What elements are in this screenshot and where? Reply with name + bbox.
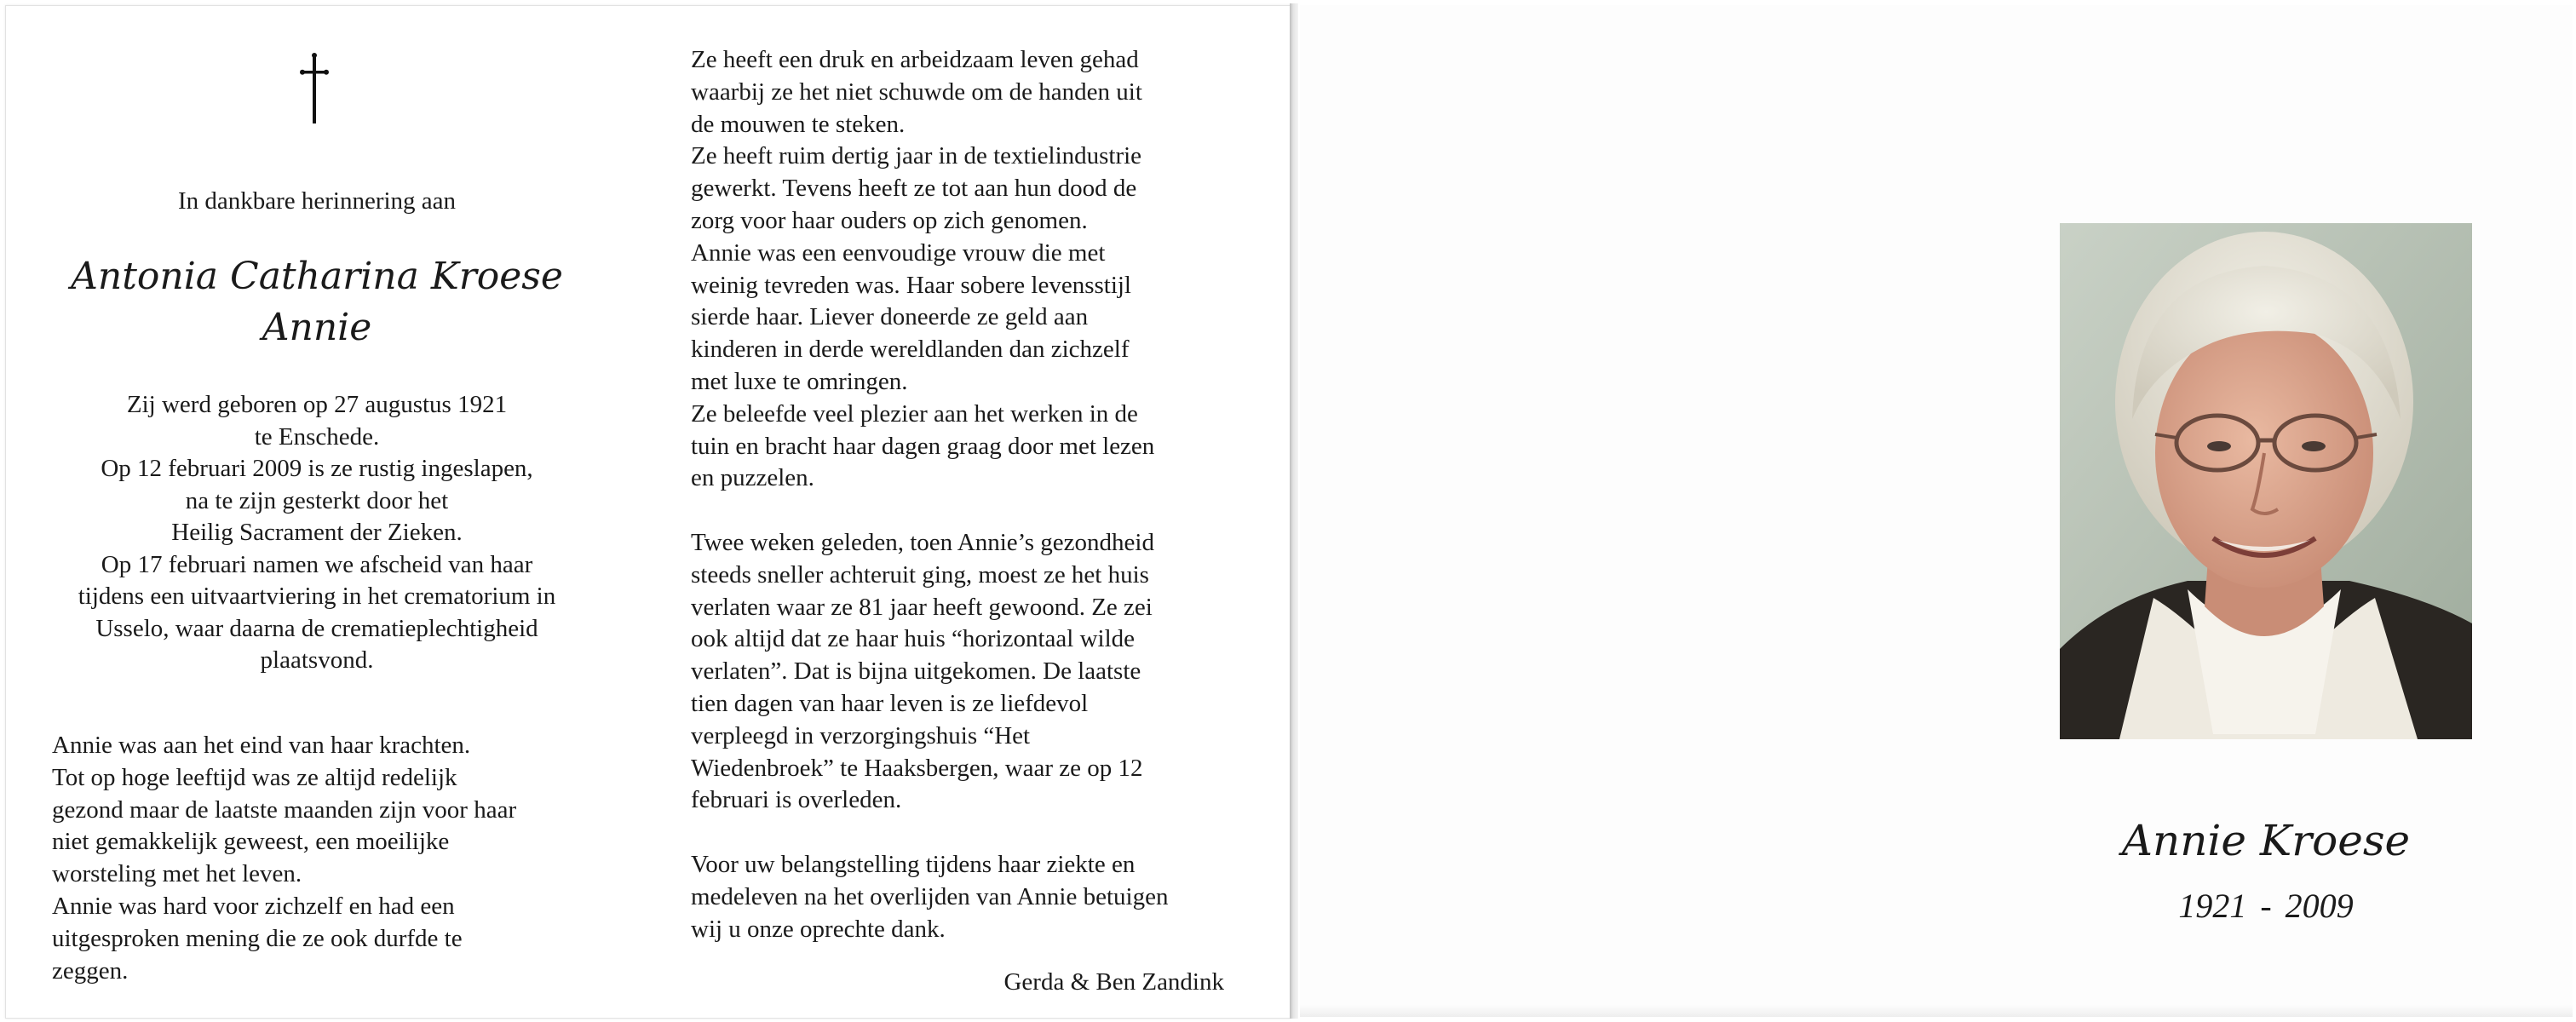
text-line: met luxe te omringen. <box>691 367 908 395</box>
portrait-photo <box>2060 223 2472 739</box>
text-line: tien dagen van haar leven is ze liefdevol <box>691 689 1089 717</box>
front-page-edge <box>1300 1005 2573 1017</box>
paragraph-life <box>691 44 1287 495</box>
front-name: Annie Kroese <box>2121 816 2411 865</box>
front-years: 1921 - 2009 <box>2178 887 2354 925</box>
text-line: sierde haar. Liever doneerde ze geld aan <box>691 303 1089 331</box>
text-line: Annie was een eenvoudige vrouw die met <box>691 238 1106 267</box>
text-line: waarbij ze het niet schuwde om de handen uit <box>691 78 1142 106</box>
text-line: Ze beleefde veel plezier aan het werken in de <box>691 399 1138 428</box>
text-line: steeds sneller achteruit ging, moest ze het huis <box>691 560 1149 589</box>
text-line: wij u onze oprechte dank. <box>691 915 946 943</box>
bio-line: tijdens een uitvaartviering in het crematorium in <box>78 583 556 610</box>
bio-line: Heilig Sacrament der Zieken. <box>171 519 463 546</box>
text-line: Annie was hard voor zichzelf en had een <box>52 892 455 920</box>
text-line: februari is overleden. <box>691 786 902 814</box>
signature: Gerda & Ben Zandink <box>1003 968 1224 996</box>
text-line: de mouwen te steken. <box>691 110 906 138</box>
text-line: Twee weken geleden, toen Annie’s gezondheid <box>691 528 1154 556</box>
biography-block <box>40 389 594 677</box>
bio-line: Op 17 februari namen we afscheid van haar <box>101 550 533 578</box>
bio-line: Op 12 februari 2009 is ze rustig ingeslapen, <box>101 455 533 482</box>
text-line: Annie was aan het eind van haar krachten. <box>52 732 471 759</box>
cross-icon <box>297 52 331 125</box>
text-line: uitgesproken mening die ze ook durfde te <box>52 924 463 952</box>
text-line: tuin en bracht haar dagen graag door met lezen <box>691 432 1155 460</box>
text-line: Wiedenbroek” te Haaksbergen, waar ze op 12 <box>691 754 1143 782</box>
text-line: zorg voor haar ouders op zich genomen. <box>691 206 1088 234</box>
intro-text: In dankbare herinnering aan <box>177 187 457 215</box>
text-line: worsteling met het leven. <box>52 860 302 888</box>
text-line: medeleven na het overlijden van Annie betuigen <box>691 882 1169 910</box>
paragraph-last-days <box>691 527 1287 817</box>
text-line: Ze heeft ruim dertig jaar in de textielindustrie <box>691 142 1142 170</box>
text-line: verpleegd in verzorgingshuis “Het <box>691 721 1031 749</box>
full-name: Antonia Catharina Kroese <box>71 255 563 298</box>
paragraph-thanks <box>691 849 1287 945</box>
bio-line: te Enschede. <box>254 422 380 451</box>
text-line: weinig tevreden was. Haar sobere levensstijl <box>691 271 1131 299</box>
text-line: verlaten waar ze 81 jaar heeft gewoond. Ze zei <box>691 593 1153 621</box>
text-line: en puzzelen. <box>691 464 814 492</box>
text-line: Voor uw belangstelling tijdens haar ziekte en <box>691 850 1136 878</box>
paragraph-gap <box>691 817 1287 849</box>
bio-line: Usselo, waar daarna de crematieplechtigheid <box>95 614 538 642</box>
portrait-illustration <box>2060 223 2472 739</box>
right-column-text <box>691 44 1287 945</box>
bio-line: plaatsvond. <box>260 646 374 674</box>
text-line: gewerkt. Tevens heeft ze tot aan hun dood de <box>691 175 1137 203</box>
text-line: kinderen in derde wereldlanden dan zichzelf <box>691 336 1130 364</box>
paragraph-gap <box>691 495 1287 527</box>
card-fold <box>1290 3 1298 1019</box>
bio-line: na te zijn gesterkt door het <box>185 486 449 514</box>
text-line: Ze heeft een druk en arbeidzaam leven gehad <box>691 46 1139 73</box>
text-line: zeggen. <box>52 956 129 985</box>
text-line: niet gemakkelijk geweest, een moeilijke <box>52 828 450 856</box>
inner-page <box>5 5 1291 1019</box>
text-line: ook altijd dat ze haar huis “horizontaal wilde <box>691 625 1136 653</box>
text-line: gezond maar de laatste maanden zijn voor haar <box>52 795 517 824</box>
bio-line: Zij werd geboren op 27 augustus 1921 <box>126 391 508 418</box>
call-name: Annie <box>262 306 372 349</box>
left-column-text <box>52 730 631 987</box>
text-line: verlaten”. Dat is bijna uitgekomen. De laatste <box>691 657 1141 686</box>
text-line: Tot op hoge leeftijd was ze altijd redelijk <box>52 763 457 791</box>
